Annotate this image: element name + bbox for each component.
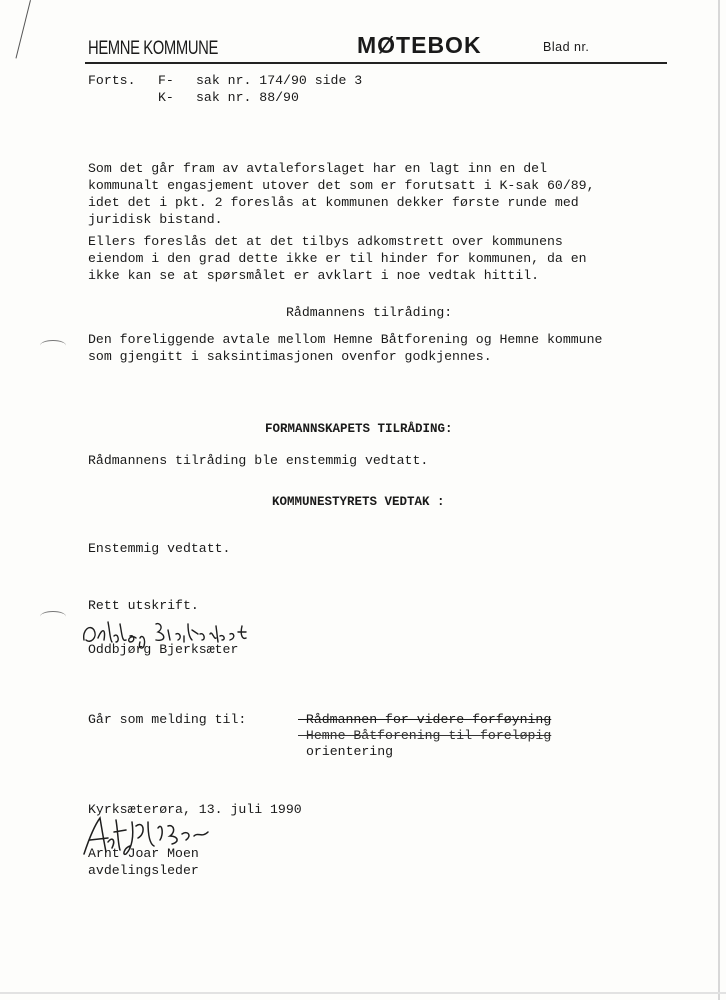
formannskap-heading: FORMANNSKAPETS TILRÅDING: bbox=[265, 422, 453, 436]
radmann-recommendation: Den foreliggende avtale mellom Hemne Båtforening og Hemne kommune som gjengitt i saksintimasjonen ovenfor godkjennes. bbox=[88, 332, 603, 364]
case-ref-k-code: K- bbox=[158, 90, 174, 105]
body-paragraph-2: Ellers foreslås det at det tilbys adkomstrett over kommunens eiendom i den grad dette ikke er til hinder for kommunen, da en ikke kan se at spørsmålet er avklart i noe vedtak hittil. bbox=[88, 234, 587, 283]
signer2-name: Arnt Joar Moen bbox=[88, 846, 199, 861]
formannskap-text: Rådmannens tilråding ble enstemmig vedtatt. bbox=[88, 453, 429, 468]
recipient-batforening: -Hemne Båtforening til foreløpig bbox=[298, 728, 552, 743]
body-paragraph-1: Som det går fram av avtaleforslaget har en lagt inn en del kommunalt engasjement utover det som er forutsatt i K-sak 60/89, idet det i pkt. 2 foreslås at kommunen dekker første runde med juridisk bistand. bbox=[88, 161, 595, 227]
punch-hole-mark bbox=[40, 611, 66, 622]
paper-edge-bottom bbox=[0, 992, 726, 994]
recipient-batforening-cont: orientering bbox=[306, 744, 394, 759]
case-ref-prefix: Forts. bbox=[88, 73, 136, 88]
municipality-name: HEMNE KOMMUNE bbox=[88, 38, 218, 59]
case-ref-f-code: F- bbox=[158, 73, 174, 88]
signer2-title: avdelingsleder bbox=[88, 863, 199, 878]
signer1-name: Oddbjørg Bjerksæter bbox=[88, 642, 239, 657]
document-title: MØTEBOK bbox=[357, 32, 482, 58]
sheet-number-label: Blad nr. bbox=[543, 40, 590, 54]
kommunestyre-text: Enstemmig vedtatt. bbox=[88, 541, 231, 556]
case-ref-k-text: sak nr. 88/90 bbox=[196, 90, 299, 105]
radmann-heading: Rådmannens tilråding: bbox=[286, 305, 453, 320]
distribution-label: Går som melding til: bbox=[88, 712, 247, 727]
recipient-radmann: -Rådmannen for videre forføyning bbox=[298, 712, 552, 727]
certified-copy-label: Rett utskrift. bbox=[88, 598, 199, 613]
punch-hole-mark bbox=[40, 340, 66, 351]
case-ref-f-text: sak nr. 174/90 side 3 bbox=[196, 73, 363, 88]
header-rule bbox=[85, 62, 667, 64]
place-date: Kyrksæterøra, 13. juli 1990 bbox=[88, 802, 302, 817]
corner-fold-mark bbox=[15, 0, 30, 58]
paper-edge-right bbox=[718, 0, 720, 1000]
kommunestyre-heading: KOMMUNESTYRETS VEDTAK : bbox=[272, 495, 445, 509]
